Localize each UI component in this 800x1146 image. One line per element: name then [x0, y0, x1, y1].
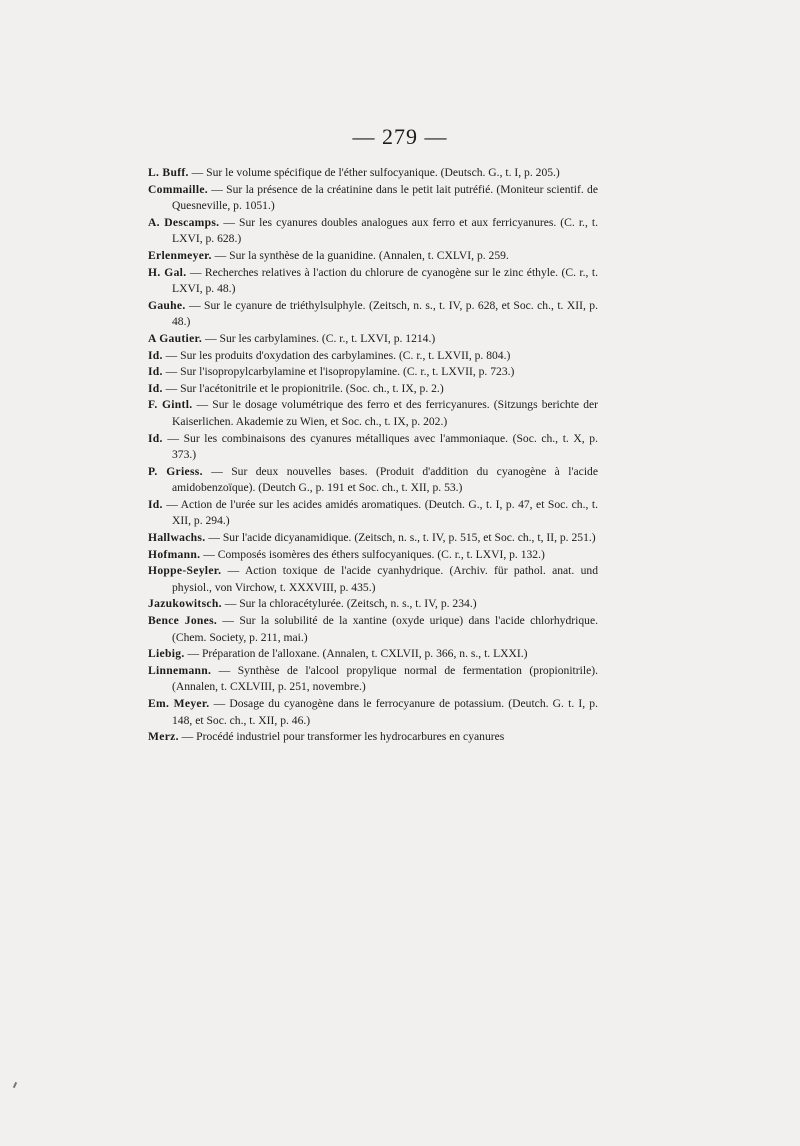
- bibliography-entry: [148, 348, 598, 365]
- entry-author: Id.: [148, 365, 163, 379]
- entry-text: — Sur les produits d'oxydation des carbylamines. (C. r., t. LXVII, p. 804.): [162, 348, 511, 362]
- bibliography-entry: [148, 646, 598, 663]
- entry-text: — Action toxique de l'acide cyanhydrique. (Archiv. für pathol. anat. und physiol., von Virchow, t. XXXVIII, p. 435.): [172, 564, 598, 594]
- entry-author: Jazukowitsch.: [148, 597, 222, 611]
- bibliography-entry: [148, 431, 598, 464]
- entry-author: Id.: [148, 431, 163, 445]
- bibliography-entry: [148, 248, 598, 265]
- bibliography-entry: [148, 613, 598, 646]
- entry-author: Hallwachs.: [148, 531, 206, 545]
- entry-text: — Sur deux nouvelles bases. (Produit d'addition du cyanogène à l'acide amidobenzoïque). (Deutch G., p. 191 et Soc. ch., t. XII, p. 53.): [172, 464, 598, 495]
- entry-text: — Sur la présence de la créatinine dans le petit lait putréfié. (Moniteur scientif. de Quesneville, p. 1051.): [172, 182, 598, 213]
- entry-author: Linnemann.: [148, 663, 212, 677]
- entry-author: Erlenmeyer.: [148, 248, 212, 262]
- bibliography-entry: [148, 663, 598, 696]
- entry-text: — Sur la solubilité de la xantine (oxyde urique) dans l'acide chlorhydrique. (Chem. Society, p. 211, mai.): [172, 614, 599, 644]
- entry-author: A. Descamps.: [148, 215, 220, 229]
- entry-text: — Sur les cyanures doubles analogues aux ferro et aux ferricyanures. (C. r., t. LXVI, p. 628.): [172, 215, 598, 246]
- bibliography-entry: [148, 165, 598, 182]
- entry-text: — Sur les combinaisons des cyanures métalliques avec l'ammoniaque. (Soc. ch., t. X, p. 373.): [162, 431, 598, 462]
- bibliography-entry: [148, 215, 598, 248]
- entry-author: Gauhe.: [148, 298, 186, 312]
- entry-author: F. Gintl.: [148, 398, 193, 412]
- entry-author: Id.: [148, 497, 163, 511]
- bibliography-entry: [148, 530, 598, 547]
- entry-text: — Sur les carbylamines. (C. r., t. LXVI, p. 1214.): [202, 331, 436, 345]
- bibliography-entry: [148, 381, 598, 398]
- entry-text: — Sur l'acide dicyanamidique. (Zeitsch, n. s., t. IV, p. 515, et Soc. ch., t, II, p. 251.): [205, 531, 596, 545]
- bibliography-entry: [148, 265, 598, 298]
- bibliography-entry: [148, 364, 598, 381]
- entry-author: Bence Jones.: [148, 614, 218, 628]
- entry-author: Merz.: [148, 730, 179, 744]
- entry-text: — Composés isomères des éthers sulfocyaniques. (C. r., t. LXVI, p. 132.): [200, 547, 545, 561]
- bibliography-entry: [148, 182, 598, 215]
- bibliography-list: [148, 165, 598, 746]
- entry-author: L. Buff.: [148, 166, 189, 179]
- entry-text: — Synthèse de l'alcool propylique normal de fermentation (propionitrile). (Annalen, t. CXLVIII, p. 251, novembre.): [172, 663, 598, 694]
- entry-author: P. Griess.: [148, 464, 203, 478]
- bibliography-entry: [148, 696, 598, 729]
- entry-text: — Sur l'acétonitrile et le propionitrile. (Soc. ch., t. IX, p. 2.): [162, 381, 444, 395]
- entry-text: — Préparation de l'alloxane. (Annalen, t. CXLVII, p. 366, n. s., t. LXXI.): [184, 647, 528, 661]
- entry-author: Commaille.: [148, 182, 208, 196]
- bibliography-entry: [148, 547, 598, 564]
- bibliography-entry: [148, 729, 598, 746]
- bibliography-entry: [148, 596, 598, 613]
- entry-author: H. Gal.: [148, 265, 187, 279]
- entry-text: — Recherches relatives à l'action du chlorure de cyanogène sur le zinc éthyle. (C. r., t. LXVI, p. 48.): [172, 265, 598, 296]
- entry-text: — Sur la synthèse de la guanidine. (Annalen, t. CXLVI, p. 259.: [211, 248, 509, 262]
- entry-author: Id.: [148, 381, 163, 395]
- entry-author: Em. Meyer.: [148, 697, 210, 710]
- bibliography-entry: [148, 397, 598, 430]
- entry-text: — Action de l'urée sur les acides amidés aromatiques. (Deutch. G., t. I, p. 47, et Soc. ch., t. XII, p. 294.): [162, 497, 598, 528]
- bibliography-entry: [148, 298, 598, 331]
- entry-text: — Dosage du cyanogène dans le ferrocyanure de potassium. (Deutch. G. t. I, p. 148, et Soc. ch., t. XII, p. 46.): [172, 697, 598, 727]
- entry-author: Liebig.: [148, 647, 185, 661]
- entry-author: Hofmann.: [148, 547, 201, 561]
- entry-author: A Gautier.: [148, 331, 203, 345]
- page-number: — 279 —: [352, 124, 448, 149]
- entry-text: — Procédé industriel pour transformer les hydrocarbures en cyanures: [178, 730, 505, 744]
- scan-speck: [13, 1082, 17, 1088]
- entry-author: Id.: [148, 348, 163, 362]
- bibliography-entry: [148, 464, 598, 497]
- entry-text: — Sur le cyanure de triéthylsulphyle. (Zeitsch, n. s., t. IV, p. 628, et Soc. ch., t. XII, p. 48.): [172, 298, 598, 329]
- entry-text: — Sur le volume spécifique de l'éther sulfocyanique. (Deutsch. G., t. I, p. 205.): [188, 166, 560, 179]
- bibliography-entry: [148, 497, 598, 530]
- bibliography-entry: [148, 563, 598, 596]
- entry-text: — Sur la chloracétylurée. (Zeitsch, n. s., t. IV, p. 234.): [221, 597, 477, 611]
- entry-author: Hoppe-Seyler.: [148, 564, 222, 578]
- bibliography-entry: [148, 331, 598, 348]
- entry-text: — Sur l'isopropylcarbylamine et l'isopropylamine. (C. r., t. LXVII, p. 723.): [162, 365, 515, 379]
- entry-text: — Sur le dosage volumétrique des ferro et des ferricyanures. (Sitzungs berichte der Kaiserlichen. Akademie zu Wien, et Soc. ch., t. IX, p. 202.): [172, 398, 598, 428]
